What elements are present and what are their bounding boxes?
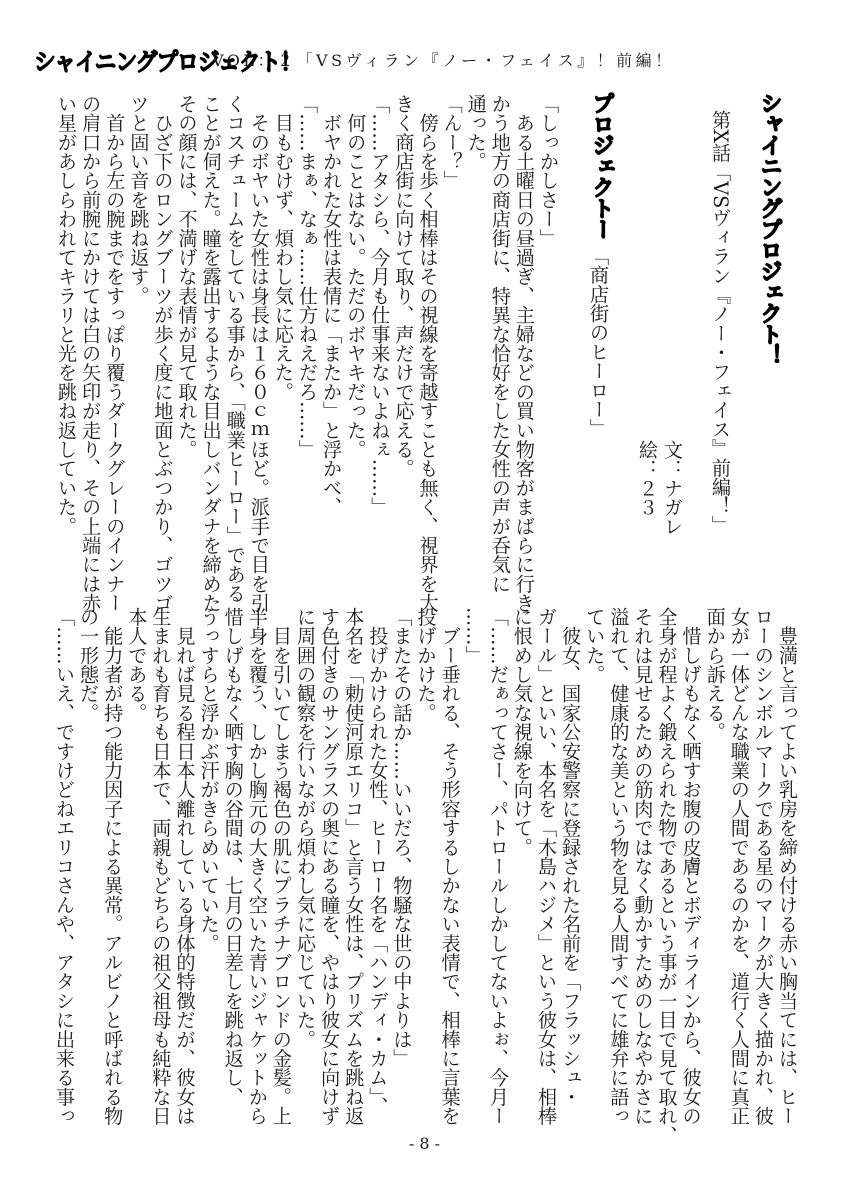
text-column: 惜しげもなく晒す胸の谷間は、七月の日差しを跳ね返し、	[221, 607, 245, 1107]
text-column: 首から左の腕までをすっぽり覆うダークグレーのインナー	[103, 94, 127, 613]
header-subtitle: VOL：２「VSヴィラン『ノー・フェイス』！前編！	[212, 51, 675, 70]
text-column: 通った。	[464, 94, 488, 171]
text-column: ツと固い音を跳ね返す。	[127, 94, 151, 306]
text-column: きく商店街に向けて取り、声だけで応える。	[392, 94, 416, 478]
text-column: に周囲の観察を行いながら煩わし気に応じていた。	[294, 607, 317, 1049]
author-credit: 文：ナガレ	[661, 440, 684, 536]
text-column: 「……いえ、ですけどねエリコさんや、アタシに出来る事っ	[53, 607, 76, 1126]
chapter-logo: プロジェクトー	[589, 92, 614, 239]
text-column: 傍らを歩く相棒はその視線を寄越すことも無く、視界を大	[416, 94, 440, 613]
text-column: 豊満と言ってよい乳房を締め付ける赤い胸当てには、ヒー	[776, 607, 799, 1126]
text-column: 「……だぁってさー、パトロールしかしてないよぉ、今月ー	[486, 607, 510, 1126]
text-column: ガール」といい、本名を「木島ハジメ」という彼女は、相棒	[535, 607, 558, 1126]
text-column: 見れば見る程日本人離れしている身体的特徴だが、彼女は	[173, 607, 197, 1126]
text-column: 彼女、国家公安警察に登録された名前を「フラッシュ・	[559, 607, 583, 1107]
text-column: 惜しげもなく晒すお腹の皮膚とボディラインから、彼女の	[679, 607, 703, 1126]
text-column: かう地方の商店街に、特異な恰好をした女性の声が呑気に	[488, 94, 512, 594]
text-column: 能力者が持つ能力因子による異常。アルビノと呼ばれる物	[101, 607, 125, 1126]
text-column: の一形態だ。	[77, 607, 101, 723]
text-column: うっすらと浮かぶ汗がきらめいていた。	[197, 607, 221, 953]
chapter-title: 「商店街のヒーロー」	[587, 246, 610, 438]
text-column: それは見せるための筋肉ではなく動かすためのしなやかさに	[631, 607, 655, 1126]
text-column: 本名を「勅使河原エリコ」と言う女性は、プリズムを跳ね返	[342, 607, 366, 1126]
text-column: 面から訴える。	[703, 607, 727, 742]
text-column: ことが伺えた。瞳を露出するような目出しバンダナを締めた	[199, 94, 223, 613]
text-column: 全身が程よく鍛えられた物であるという事が一目で見て取れ、	[655, 607, 679, 1145]
text-column: その顔には、不満げな表情が見て取れた。	[175, 94, 199, 459]
artist-credit: 絵：２３	[636, 440, 659, 517]
text-column: ボヤかれた女性は表情に「またか」と浮かべ、	[320, 94, 344, 517]
episode-title: 第X話「VSヴィラン『ノー・フェイス』前編！」	[709, 110, 732, 535]
text-column: 本人である。	[125, 607, 149, 723]
text-column: 「……アタシら、今月も仕事来ないよねぇ……」	[368, 94, 392, 517]
text-column: 生まれも育ちも日本で、両親もどちらの祖父祖母も純粋な日	[149, 607, 173, 1126]
text-column: に恨めし気な視線を向けて。	[510, 607, 534, 857]
text-column: ていた。	[583, 607, 607, 684]
text-column: 何のことはない。ただのボヤキだった。	[344, 94, 368, 459]
text-column: ……」	[462, 607, 486, 665]
text-column: 「しっかしさー」	[537, 94, 560, 248]
text-column: い星があしらわれてキラリと光を跳ね返していた。	[55, 94, 78, 536]
text-column: ローのシンボルマークである星のマークが大きく描かれ、彼	[751, 607, 775, 1126]
text-column: ある土曜日の昼過ぎ、主婦などの買い物客がまばらに行き	[512, 94, 536, 613]
text-column: 溢れて、健康的な美という物を見る人間すべてに雄弁に語っ	[607, 607, 631, 1126]
text-column: 「またその話か……いいだろ、物騒な世の中よりは」	[390, 607, 414, 1068]
text-column: 「……まぁ、なぁ……仕方ねえだろ……」	[296, 94, 319, 459]
text-column: 投げかけた。	[414, 607, 438, 723]
text-column: そのボヤいた女性は身長は１６０ｃｍほど。派手で目を引	[247, 94, 271, 613]
text-column: 女が一体どんな職業の人間であるのかを、道行く人間に真正	[727, 607, 751, 1126]
header-logo: シャイニングプロジェクト！	[34, 48, 301, 76]
page-number: - 8 -	[408, 1134, 441, 1153]
text-column: 「んー？」	[440, 94, 464, 190]
text-column: の肩口から前腕にかけては白の矢印が走り、その上端には赤	[79, 94, 103, 613]
title-logo: シャイニングプロジェクト！	[757, 92, 782, 365]
text-column: 半身を覆う、しかし胸元の大きく空いた青いジャケットから	[245, 607, 269, 1126]
text-column: くコスチュームをしている事から、「職業ヒーロー」である	[223, 94, 247, 603]
text-column: ひざ下のロングブーツが歩く度に地面とぶつかり、ゴツゴ	[151, 94, 175, 613]
text-column: 投げかけられた女性、ヒーロー名を「ハンディ・カム」、	[366, 607, 390, 1116]
text-column: す色付きのサングラスの奥にある瞳を、やはり彼女に向けず	[318, 607, 342, 1126]
text-column: 目を引いてしまう褐色の肌にプラチナブロンドの金髪。上	[269, 607, 293, 1126]
text-column: ブー垂れる、そう形容するしかない表情で、相棒に言葉を	[438, 607, 462, 1126]
text-column: 目もむけず、煩わし気に応えた。	[271, 94, 295, 402]
